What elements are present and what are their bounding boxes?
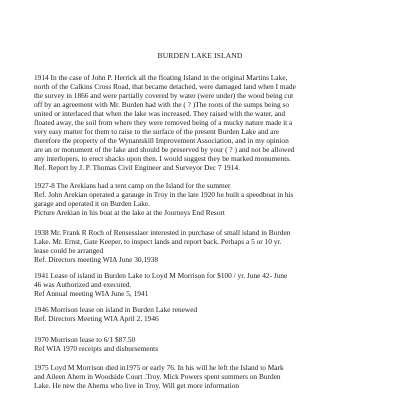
- text-line: 1938 Mr. Frank R Roch of Rensesslaer interested in purchase of small island in Burden: [34, 228, 291, 237]
- text-line: floated away, the soil from where they were removed being of a mucky nature made it a: [34, 118, 293, 128]
- text-line: 1970 Morrison lease to 6/1 $87.50: [34, 335, 136, 344]
- entry-1975: [34, 363, 379, 390]
- text-line: 1927-8 The Arekians had a tent camp on the Island for the summer: [34, 181, 231, 190]
- entry-1938: [34, 228, 379, 264]
- text-line: 1975 Loyd M Morrison died in1975 or early 76. In his will he left the Island to Mark: [34, 363, 284, 372]
- reference-line: Ref. John Arekian operated a garauge in Troy in the late 1920 he built a speedboat in his: [34, 190, 294, 200]
- reference-line: Ref WIA 1970 receipts and disbursements: [34, 344, 159, 354]
- text-line: 46 was Authorized and executed.: [34, 280, 132, 290]
- text-line: Lake. Mr. Ernst, Gate Keeper, to inspect lands and report back. Perhaps a 5 or 10 yr.: [34, 237, 282, 247]
- entry-1946: [34, 305, 379, 323]
- text-line: and Aileen Ahern in Woodside Court .Troy. Mick Powers spent summers on Burden: [34, 372, 281, 382]
- text-line: are an or monument of the lake and should be preserved by your ( ? ) and not be allowed: [34, 145, 295, 155]
- text-line: any interlopers, to erect shacks upon then. I would suggest they be marked monuments.: [34, 154, 291, 164]
- text-line: Picture Arekian in his boat at the lake at the Journeys End Resort: [34, 208, 225, 218]
- text-line: united or interlaced that when the lake was increased. They raised with the water, and: [34, 109, 286, 119]
- entry-1914: [34, 73, 379, 173]
- text-line: garage and operated it on Burden Lake.: [34, 199, 151, 209]
- reference-line: Ref. Directors Meeting WIA April 2, 1946: [34, 314, 159, 324]
- entry-1970: [34, 335, 379, 353]
- text-line: off by an agreement with Mr. Burden had with the ( ? )The roots of the sumps being so: [34, 100, 290, 110]
- text-line: 1946 Morrison lease on island in Burden Lake renewed: [34, 305, 198, 314]
- reference-line: Ref Annual meeting WIA June 5, 1941: [34, 289, 149, 299]
- text-line: Lake. He new the Aherns who live in Troy. Will get more information: [34, 381, 240, 391]
- reference-line: Ref. Directors meeting WIA June 30,1938: [34, 255, 159, 265]
- text-line: 1914 In the case of John P. Herrick all the floating Island in the original Martins Lake,: [34, 73, 288, 82]
- text-line: therefore the property of the Wynantskill Improvement Association, and in my opinion: [34, 136, 289, 146]
- entry-1941: [34, 271, 379, 298]
- text-line: lease could be arranged: [34, 246, 104, 256]
- entry-1927: [34, 181, 379, 217]
- text-line: very easy matter for them to raise to the surface of the present Burden Lake and are: [34, 127, 280, 137]
- text-line: north of the Calkins Cross Road, that became detached, were damaged land when I made: [34, 82, 296, 92]
- text-line: the survey in 1866 and were partially covered by water (were under) the wood being cut: [34, 91, 294, 101]
- text-line: 1941 Lease of island in Burden Lake to Loyd M Morrison for $100 / yr. June 42- June: [34, 271, 288, 280]
- reference-line: Ref. Report by J. P. Thomas Civil Engineer and Surveyor Dec 7 1914.: [34, 163, 240, 173]
- document-title: BURDEN LAKE ISLAND: [157, 51, 243, 60]
